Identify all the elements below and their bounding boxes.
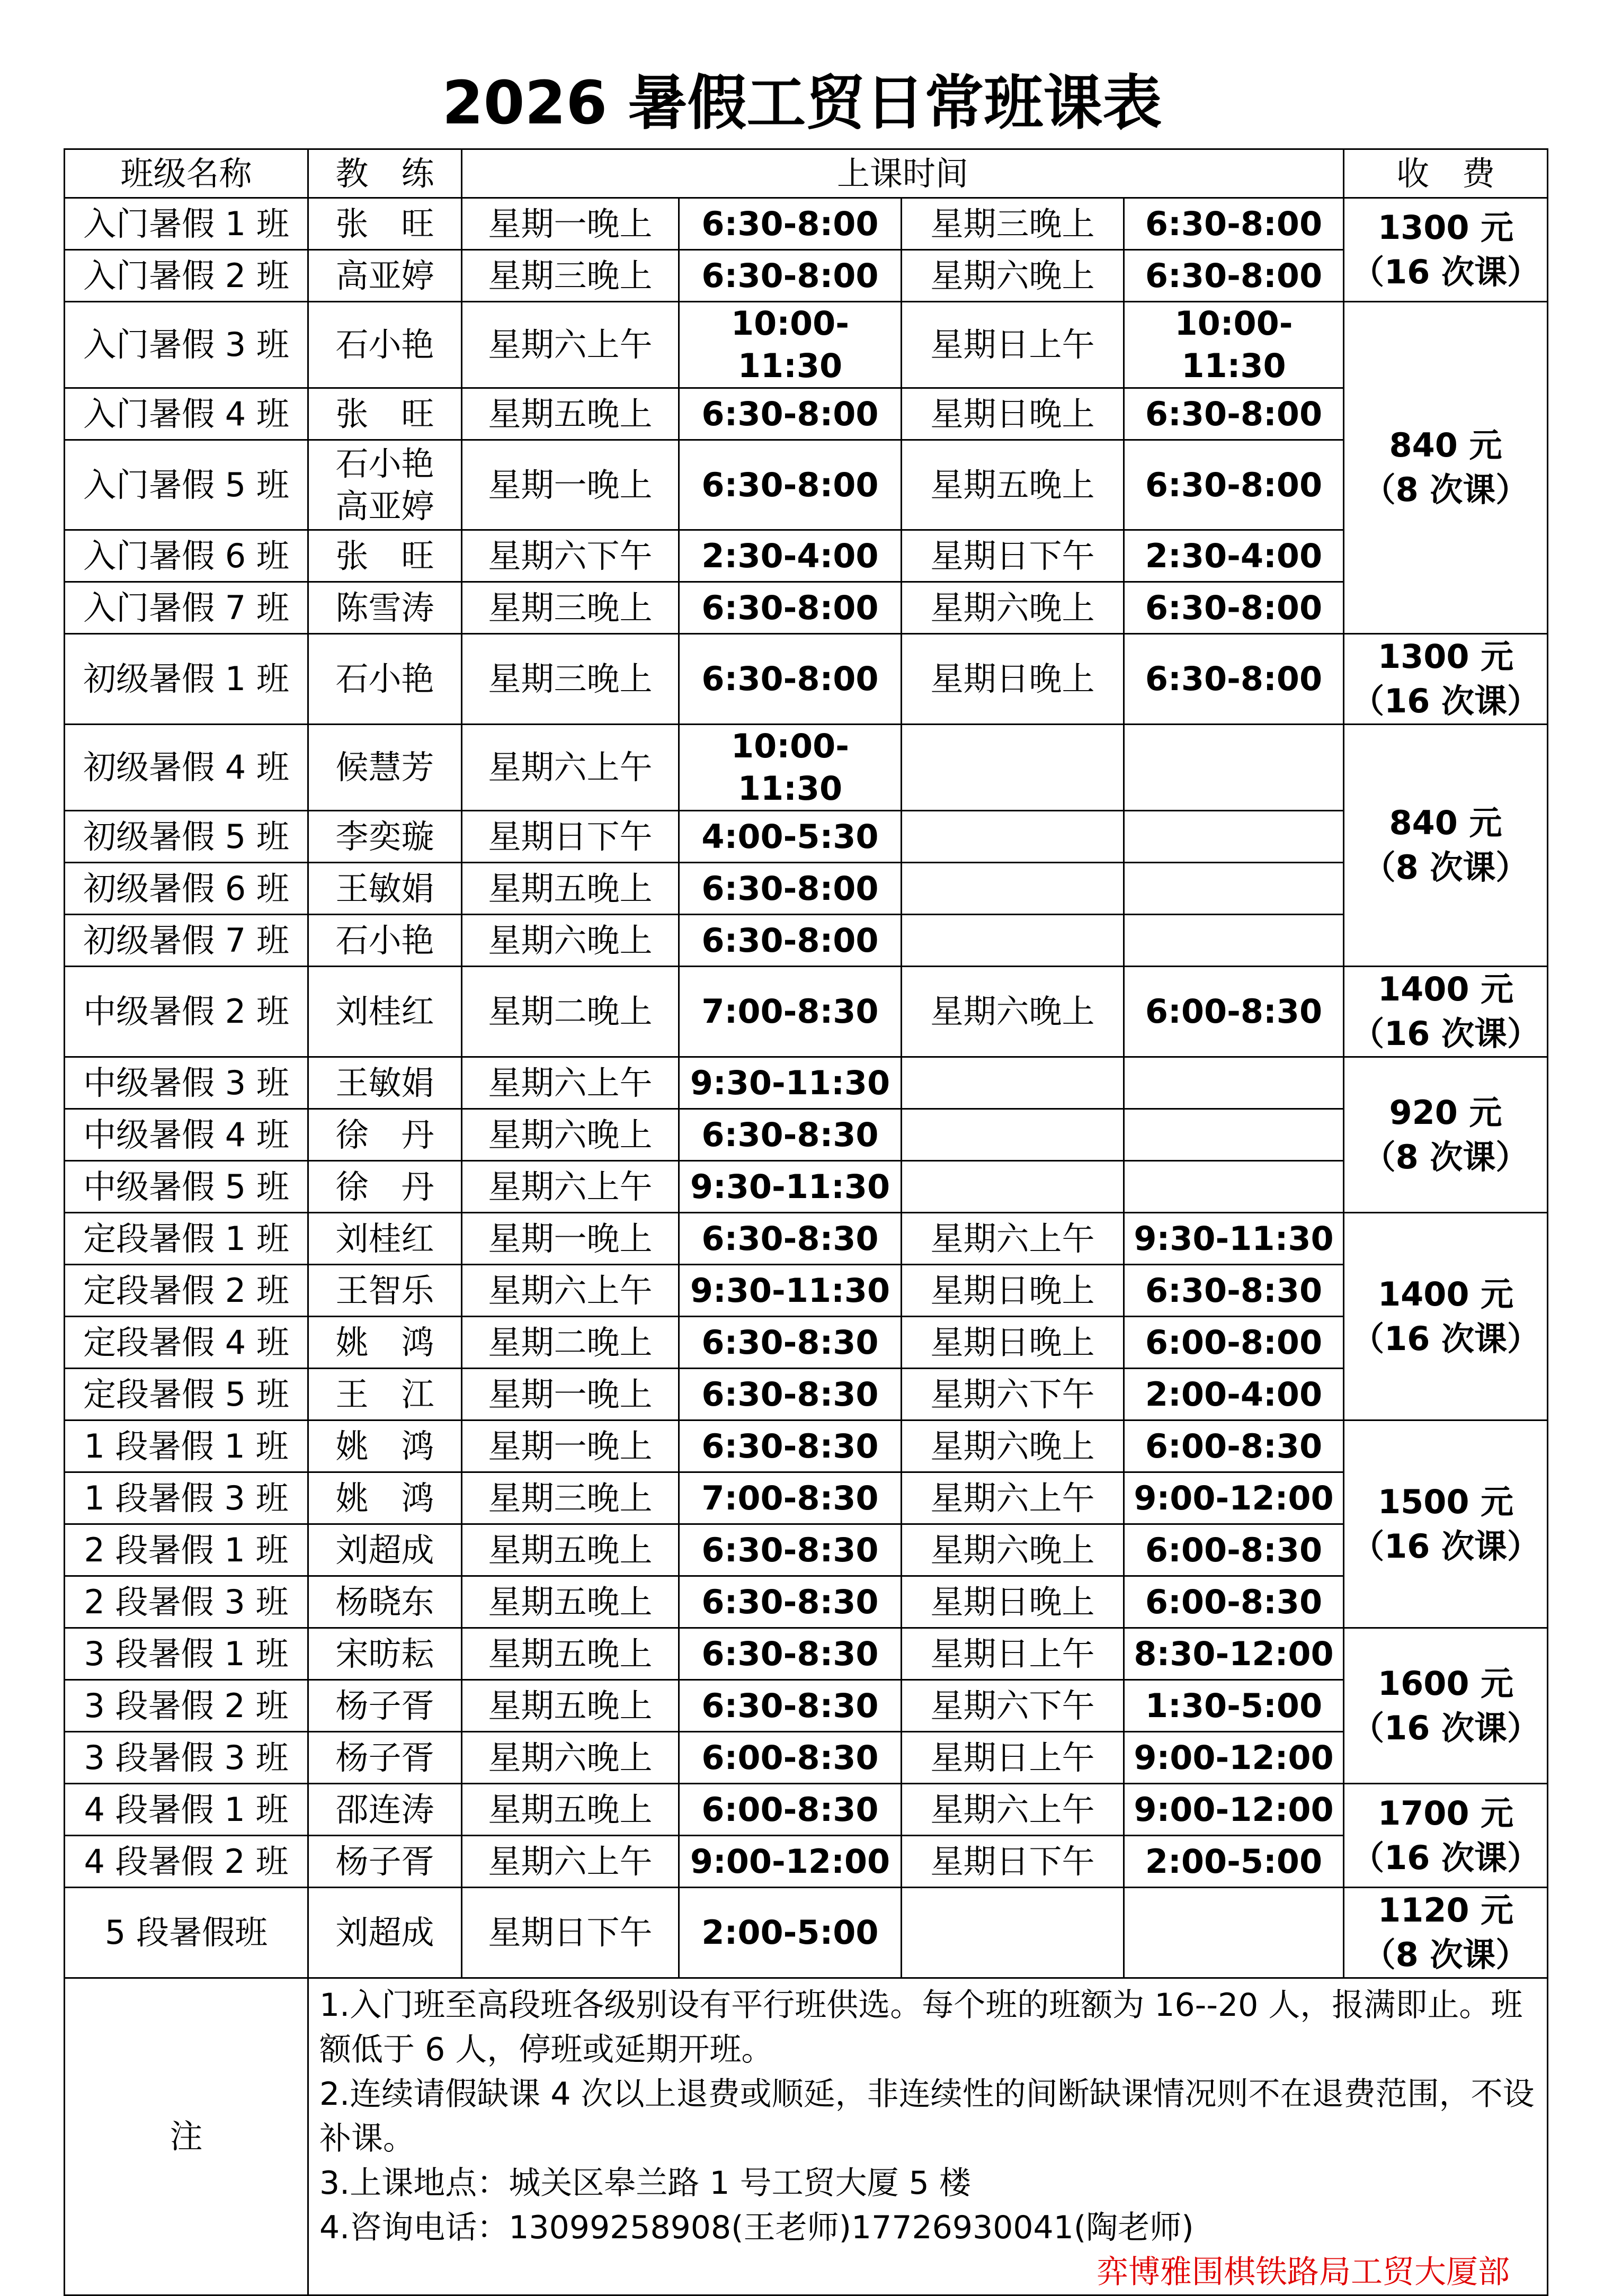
coach-name: 宋昉耘 bbox=[308, 1628, 462, 1680]
coach-name bbox=[308, 440, 462, 530]
fee-sessions: （8 次课） bbox=[1362, 1137, 1529, 1176]
class-name: 3 段暑假 1 班 bbox=[65, 1628, 308, 1680]
day-2 bbox=[902, 1109, 1124, 1161]
day-1: 星期一晚上 bbox=[462, 440, 679, 530]
day-2 bbox=[902, 1161, 1124, 1213]
time-2: 9:30-11:30 bbox=[1124, 1213, 1344, 1265]
coach-name: 杨子胥 bbox=[308, 1680, 462, 1732]
day-2: 星期六晚上 bbox=[902, 967, 1124, 1057]
coach-name-secondary: 高亚婷 bbox=[335, 486, 434, 525]
time-1: 6:30-8:30 bbox=[679, 1369, 902, 1421]
time-2: 9:00-12:00 bbox=[1124, 1472, 1344, 1524]
fee-sessions: （16 次课） bbox=[1351, 252, 1540, 291]
day-2: 星期日下午 bbox=[902, 530, 1124, 582]
coach-name: 陈雪涛 bbox=[308, 582, 462, 634]
time-1: 9:30-11:30 bbox=[679, 1057, 902, 1109]
class-name: 定段暑假 4 班 bbox=[65, 1317, 308, 1369]
day-1: 星期二晚上 bbox=[462, 967, 679, 1057]
table-row bbox=[65, 1784, 1548, 1836]
notes-content bbox=[308, 1978, 1548, 2295]
table-row bbox=[65, 582, 1548, 634]
fee-sessions: （16 次课） bbox=[1351, 1319, 1540, 1358]
coach-name: 姚 鸿 bbox=[308, 1421, 462, 1472]
day-1: 星期六上午 bbox=[462, 1836, 679, 1888]
class-name: 1 段暑假 3 班 bbox=[65, 1472, 308, 1524]
header-class: 班级名称 bbox=[65, 149, 308, 198]
class-name: 初级暑假 4 班 bbox=[65, 725, 308, 811]
table-row bbox=[65, 302, 1548, 388]
day-2 bbox=[902, 1057, 1124, 1109]
time-1: 4:00-5:30 bbox=[679, 811, 902, 863]
time-2: 6:30-8:00 bbox=[1124, 198, 1344, 250]
table-row bbox=[65, 1161, 1548, 1213]
time-2 bbox=[1124, 725, 1344, 811]
table-row bbox=[65, 1421, 1548, 1472]
fee-price: 1120 元 bbox=[1377, 1891, 1514, 1929]
time-1: 6:30-8:30 bbox=[679, 1317, 902, 1369]
fee-sessions: （8 次课） bbox=[1362, 470, 1529, 509]
class-name: 2 段暑假 3 班 bbox=[65, 1576, 308, 1628]
fee-sessions: （8 次课） bbox=[1362, 1935, 1529, 1974]
table-row bbox=[65, 1836, 1548, 1888]
coach-name: 徐 丹 bbox=[308, 1161, 462, 1213]
coach-name: 姚 鸿 bbox=[308, 1317, 462, 1369]
time-1: 9:30-11:30 bbox=[679, 1161, 902, 1213]
fee-price: 1300 元 bbox=[1377, 208, 1514, 247]
fee-sessions: （16 次课） bbox=[1351, 1014, 1540, 1053]
header-coach: 教 练 bbox=[308, 149, 462, 198]
time-2: 6:30-8:00 bbox=[1124, 388, 1344, 440]
class-name: 5 段暑假班 bbox=[65, 1888, 308, 1978]
time-2: 6:00-8:30 bbox=[1124, 1576, 1344, 1628]
table-row bbox=[65, 198, 1548, 250]
time-1: 6:30-8:00 bbox=[679, 915, 902, 967]
day-1: 星期五晚上 bbox=[462, 1576, 679, 1628]
table-row bbox=[65, 863, 1548, 915]
day-2: 星期六上午 bbox=[902, 1472, 1124, 1524]
coach-name: 石小艳 bbox=[308, 634, 462, 725]
day-1: 星期五晚上 bbox=[462, 1628, 679, 1680]
time-2: 1:30-5:00 bbox=[1124, 1680, 1344, 1732]
time-1: 6:30-8:00 bbox=[679, 440, 902, 530]
fee-cell bbox=[1344, 198, 1548, 302]
class-name: 初级暑假 6 班 bbox=[65, 863, 308, 915]
time-2: 2:30-4:00 bbox=[1124, 530, 1344, 582]
table-row bbox=[65, 634, 1548, 725]
day-2: 星期六晚上 bbox=[902, 582, 1124, 634]
day-1: 星期一晚上 bbox=[462, 1369, 679, 1421]
fee-price: 1400 元 bbox=[1377, 1274, 1514, 1314]
day-2: 星期六晚上 bbox=[902, 1524, 1124, 1576]
fee-price: 1400 元 bbox=[1377, 970, 1514, 1008]
day-1: 星期六下午 bbox=[462, 530, 679, 582]
time-2: 2:00-5:00 bbox=[1124, 1836, 1344, 1888]
fee-cell bbox=[1344, 1888, 1548, 1978]
time-2: 6:00-8:30 bbox=[1124, 1421, 1344, 1472]
table-row bbox=[65, 1680, 1548, 1732]
time-2: 2:00-4:00 bbox=[1124, 1369, 1344, 1421]
fee-cell bbox=[1344, 1213, 1548, 1421]
day-2: 星期日上午 bbox=[902, 1732, 1124, 1784]
day-1: 星期六晚上 bbox=[462, 1109, 679, 1161]
table-row bbox=[65, 1213, 1548, 1265]
day-1: 星期三晚上 bbox=[462, 1472, 679, 1524]
table-row bbox=[65, 388, 1548, 440]
time-1: 6:30-8:30 bbox=[679, 1524, 902, 1576]
class-name: 定段暑假 5 班 bbox=[65, 1369, 308, 1421]
day-1: 星期二晚上 bbox=[462, 1317, 679, 1369]
day-1: 星期六上午 bbox=[462, 1265, 679, 1317]
organization-name: 弈博雅围棋铁路局工贸大厦部 bbox=[1097, 2254, 1510, 2291]
fee-cell bbox=[1344, 1421, 1548, 1628]
table-row bbox=[65, 1472, 1548, 1524]
time-1: 6:30-8:00 bbox=[679, 582, 902, 634]
time-2: 6:30-8:00 bbox=[1124, 582, 1344, 634]
day-1: 星期六晚上 bbox=[462, 1732, 679, 1784]
coach-name: 高亚婷 bbox=[308, 250, 462, 302]
coach-name: 杨子胥 bbox=[308, 1732, 462, 1784]
time-1: 6:30-8:30 bbox=[679, 1213, 902, 1265]
fee-cell bbox=[1344, 725, 1548, 967]
fee-sessions: （8 次课） bbox=[1362, 848, 1529, 887]
header-time: 上课时间 bbox=[462, 149, 1344, 198]
day-2: 星期日晚上 bbox=[902, 1317, 1124, 1369]
class-name: 3 段暑假 3 班 bbox=[65, 1732, 308, 1784]
time-2: 9:00-12:00 bbox=[1124, 1784, 1344, 1836]
time-1: 6:30-8:00 bbox=[679, 250, 902, 302]
time-1: 10:00-11:30 bbox=[679, 725, 902, 811]
fee-cell bbox=[1344, 967, 1548, 1057]
time-1: 6:30-8:00 bbox=[679, 198, 902, 250]
day-1: 星期日下午 bbox=[462, 1888, 679, 1978]
table-row bbox=[65, 1628, 1548, 1680]
time-1: 6:30-8:30 bbox=[679, 1421, 902, 1472]
day-2: 星期六下午 bbox=[902, 1369, 1124, 1421]
day-2: 星期日下午 bbox=[902, 1836, 1124, 1888]
table-row bbox=[65, 1369, 1548, 1421]
time-2: 6:00-8:30 bbox=[1124, 1524, 1344, 1576]
time-1: 6:00-8:30 bbox=[679, 1732, 902, 1784]
coach-name: 石小艳 bbox=[308, 302, 462, 388]
fee-sessions: （16 次课） bbox=[1351, 1838, 1540, 1877]
day-2: 星期五晚上 bbox=[902, 440, 1124, 530]
note-line: 3.上课地点：城关区皋兰路 1 号工贸大厦 5 楼 bbox=[319, 2165, 971, 2202]
day-2: 星期日晚上 bbox=[902, 634, 1124, 725]
time-1: 9:30-11:30 bbox=[679, 1265, 902, 1317]
coach-name: 张 旺 bbox=[308, 388, 462, 440]
coach-name: 徐 丹 bbox=[308, 1109, 462, 1161]
class-name: 中级暑假 5 班 bbox=[65, 1161, 308, 1213]
coach-name: 刘桂红 bbox=[308, 1213, 462, 1265]
time-2 bbox=[1124, 915, 1344, 967]
time-1: 7:00-8:30 bbox=[679, 967, 902, 1057]
class-name: 入门暑假 6 班 bbox=[65, 530, 308, 582]
class-name: 中级暑假 4 班 bbox=[65, 1109, 308, 1161]
class-name: 3 段暑假 2 班 bbox=[65, 1680, 308, 1732]
day-2: 星期日晚上 bbox=[902, 1265, 1124, 1317]
day-1: 星期五晚上 bbox=[462, 1680, 679, 1732]
class-name: 入门暑假 7 班 bbox=[65, 582, 308, 634]
time-2 bbox=[1124, 863, 1344, 915]
table-row bbox=[65, 967, 1548, 1057]
fee-price: 1700 元 bbox=[1377, 1793, 1514, 1833]
fee-sessions: （16 次课） bbox=[1351, 1526, 1540, 1566]
table-row bbox=[65, 1524, 1548, 1576]
class-name: 入门暑假 2 班 bbox=[65, 250, 308, 302]
day-1: 星期五晚上 bbox=[462, 863, 679, 915]
time-1: 6:30-8:00 bbox=[679, 634, 902, 725]
time-1: 6:30-8:30 bbox=[679, 1680, 902, 1732]
time-1: 7:00-8:30 bbox=[679, 1472, 902, 1524]
class-name: 定段暑假 2 班 bbox=[65, 1265, 308, 1317]
fee-sessions: （16 次课） bbox=[1351, 682, 1540, 720]
day-1: 星期六上午 bbox=[462, 302, 679, 388]
day-1: 星期六晚上 bbox=[462, 915, 679, 967]
table-row bbox=[65, 1732, 1548, 1784]
coach-name: 邵连涛 bbox=[308, 1784, 462, 1836]
table-row bbox=[65, 1576, 1548, 1628]
coach-name: 张 旺 bbox=[308, 530, 462, 582]
day-1: 星期六上午 bbox=[462, 1161, 679, 1213]
day-2 bbox=[902, 725, 1124, 811]
day-1: 星期六上午 bbox=[462, 725, 679, 811]
coach-name: 候慧芳 bbox=[308, 725, 462, 811]
class-name: 初级暑假 5 班 bbox=[65, 811, 308, 863]
time-2: 6:30-8:00 bbox=[1124, 634, 1344, 725]
day-2: 星期六下午 bbox=[902, 1680, 1124, 1732]
fee-sessions: （16 次课） bbox=[1351, 1708, 1540, 1747]
day-2: 星期六上午 bbox=[902, 1213, 1124, 1265]
note-line: 1.入门班至高段班各级别设有平行班供选。每个班的班额为 16--20 人，报满即止。班额低于 6 人，停班或延期开班。 bbox=[319, 1987, 1523, 2068]
fee-cell bbox=[1344, 634, 1548, 725]
time-1: 2:00-5:00 bbox=[679, 1888, 902, 1978]
time-2: 6:00-8:00 bbox=[1124, 1317, 1344, 1369]
fee-price: 840 元 bbox=[1389, 426, 1502, 464]
table-row bbox=[65, 1317, 1548, 1369]
coach-name: 王敏娟 bbox=[308, 1057, 462, 1109]
time-2: 10:00-11:30 bbox=[1124, 302, 1344, 388]
coach-name: 李奕璇 bbox=[308, 811, 462, 863]
fee-cell bbox=[1344, 1628, 1548, 1784]
time-2: 6:00-8:30 bbox=[1124, 967, 1344, 1057]
header-row bbox=[65, 149, 1548, 198]
class-name: 初级暑假 7 班 bbox=[65, 915, 308, 967]
day-1: 星期一晚上 bbox=[462, 1213, 679, 1265]
table-row bbox=[65, 1057, 1548, 1109]
coach-name-primary: 石小艳 bbox=[335, 444, 434, 483]
day-2: 星期日晚上 bbox=[902, 1576, 1124, 1628]
coach-name: 刘桂红 bbox=[308, 967, 462, 1057]
header-fee: 收 费 bbox=[1344, 149, 1548, 198]
time-1: 6:00-8:30 bbox=[679, 1784, 902, 1836]
table-row bbox=[65, 1265, 1548, 1317]
day-1: 星期日下午 bbox=[462, 811, 679, 863]
time-1: 6:30-8:30 bbox=[679, 1576, 902, 1628]
class-name: 中级暑假 2 班 bbox=[65, 967, 308, 1057]
fee-price: 1500 元 bbox=[1377, 1482, 1514, 1521]
time-2 bbox=[1124, 1109, 1344, 1161]
day-2: 星期日上午 bbox=[902, 1628, 1124, 1680]
time-2: 6:30-8:00 bbox=[1124, 440, 1344, 530]
time-2 bbox=[1124, 1057, 1344, 1109]
table-row bbox=[65, 440, 1548, 530]
time-2: 6:30-8:00 bbox=[1124, 250, 1344, 302]
day-2: 星期三晚上 bbox=[902, 198, 1124, 250]
time-1: 9:00-12:00 bbox=[679, 1836, 902, 1888]
day-2 bbox=[902, 811, 1124, 863]
table-row bbox=[65, 250, 1548, 302]
class-name: 入门暑假 3 班 bbox=[65, 302, 308, 388]
coach-name: 石小艳 bbox=[308, 915, 462, 967]
class-name: 1 段暑假 1 班 bbox=[65, 1421, 308, 1472]
day-2: 星期日晚上 bbox=[902, 388, 1124, 440]
fee-price: 1600 元 bbox=[1377, 1664, 1514, 1703]
time-1: 6:30-8:00 bbox=[679, 863, 902, 915]
day-1: 星期五晚上 bbox=[462, 388, 679, 440]
day-2: 星期日上午 bbox=[902, 302, 1124, 388]
table-row bbox=[65, 811, 1548, 863]
table-row bbox=[65, 915, 1548, 967]
class-name: 入门暑假 1 班 bbox=[65, 198, 308, 250]
day-2 bbox=[902, 1888, 1124, 1978]
class-name: 4 段暑假 1 班 bbox=[65, 1784, 308, 1836]
time-1: 6:30-8:30 bbox=[679, 1628, 902, 1680]
notes-row bbox=[65, 1978, 1548, 2295]
coach-name: 刘超成 bbox=[308, 1524, 462, 1576]
coach-name: 王智乐 bbox=[308, 1265, 462, 1317]
table-row bbox=[65, 725, 1548, 811]
class-name: 入门暑假 5 班 bbox=[65, 440, 308, 530]
day-1: 星期三晚上 bbox=[462, 582, 679, 634]
day-1: 星期三晚上 bbox=[462, 250, 679, 302]
coach-name: 王 江 bbox=[308, 1369, 462, 1421]
day-2 bbox=[902, 915, 1124, 967]
coach-name: 张 旺 bbox=[308, 198, 462, 250]
class-name: 定段暑假 1 班 bbox=[65, 1213, 308, 1265]
day-1: 星期五晚上 bbox=[462, 1524, 679, 1576]
time-1: 6:30-8:30 bbox=[679, 1109, 902, 1161]
table-row bbox=[65, 530, 1548, 582]
table-row bbox=[65, 1109, 1548, 1161]
time-1: 6:30-8:00 bbox=[679, 388, 902, 440]
fee-cell bbox=[1344, 1784, 1548, 1888]
day-2 bbox=[902, 863, 1124, 915]
class-name: 2 段暑假 1 班 bbox=[65, 1524, 308, 1576]
day-2: 星期六上午 bbox=[902, 1784, 1124, 1836]
class-name: 4 段暑假 2 班 bbox=[65, 1836, 308, 1888]
table-row bbox=[65, 1888, 1548, 1978]
time-2 bbox=[1124, 1888, 1344, 1978]
time-2: 8:30-12:00 bbox=[1124, 1628, 1344, 1680]
schedule-table bbox=[64, 148, 1548, 2296]
class-name: 中级暑假 3 班 bbox=[65, 1057, 308, 1109]
coach-name: 刘超成 bbox=[308, 1888, 462, 1978]
time-1: 10:00-11:30 bbox=[679, 302, 902, 388]
fee-price: 920 元 bbox=[1389, 1093, 1502, 1132]
time-2 bbox=[1124, 811, 1344, 863]
coach-name: 王敏娟 bbox=[308, 863, 462, 915]
note-line: 4.咨询电话：13099258908(王老师)17726930041(陶老师) bbox=[319, 2209, 1194, 2246]
coach-name: 姚 鸿 bbox=[308, 1472, 462, 1524]
time-2: 9:00-12:00 bbox=[1124, 1732, 1344, 1784]
fee-price: 1300 元 bbox=[1377, 637, 1514, 676]
class-name: 初级暑假 1 班 bbox=[65, 634, 308, 725]
page-title: 2026 暑假工贸日常班课表 bbox=[442, 69, 1162, 138]
time-2: 6:30-8:30 bbox=[1124, 1265, 1344, 1317]
day-1: 星期五晚上 bbox=[462, 1784, 679, 1836]
class-name: 入门暑假 4 班 bbox=[65, 388, 308, 440]
fee-price: 840 元 bbox=[1389, 803, 1502, 842]
time-1: 2:30-4:00 bbox=[679, 530, 902, 582]
note-line: 2.连续请假缺课 4 次以上退费或顺延，非连续性的间断缺课情况则不在退费范围，不设补课。 bbox=[319, 2076, 1535, 2157]
day-2: 星期六晚上 bbox=[902, 1421, 1124, 1472]
coach-name: 杨晓东 bbox=[308, 1576, 462, 1628]
day-1: 星期一晚上 bbox=[462, 1421, 679, 1472]
fee-cell bbox=[1344, 1057, 1548, 1213]
fee-cell bbox=[1344, 302, 1548, 634]
time-2 bbox=[1124, 1161, 1344, 1213]
day-2: 星期六晚上 bbox=[902, 250, 1124, 302]
coach-name: 杨子胥 bbox=[308, 1836, 462, 1888]
day-1: 星期一晚上 bbox=[462, 198, 679, 250]
notes-label: 注 bbox=[65, 1978, 308, 2295]
day-1: 星期三晚上 bbox=[462, 634, 679, 725]
day-1: 星期六上午 bbox=[462, 1057, 679, 1109]
